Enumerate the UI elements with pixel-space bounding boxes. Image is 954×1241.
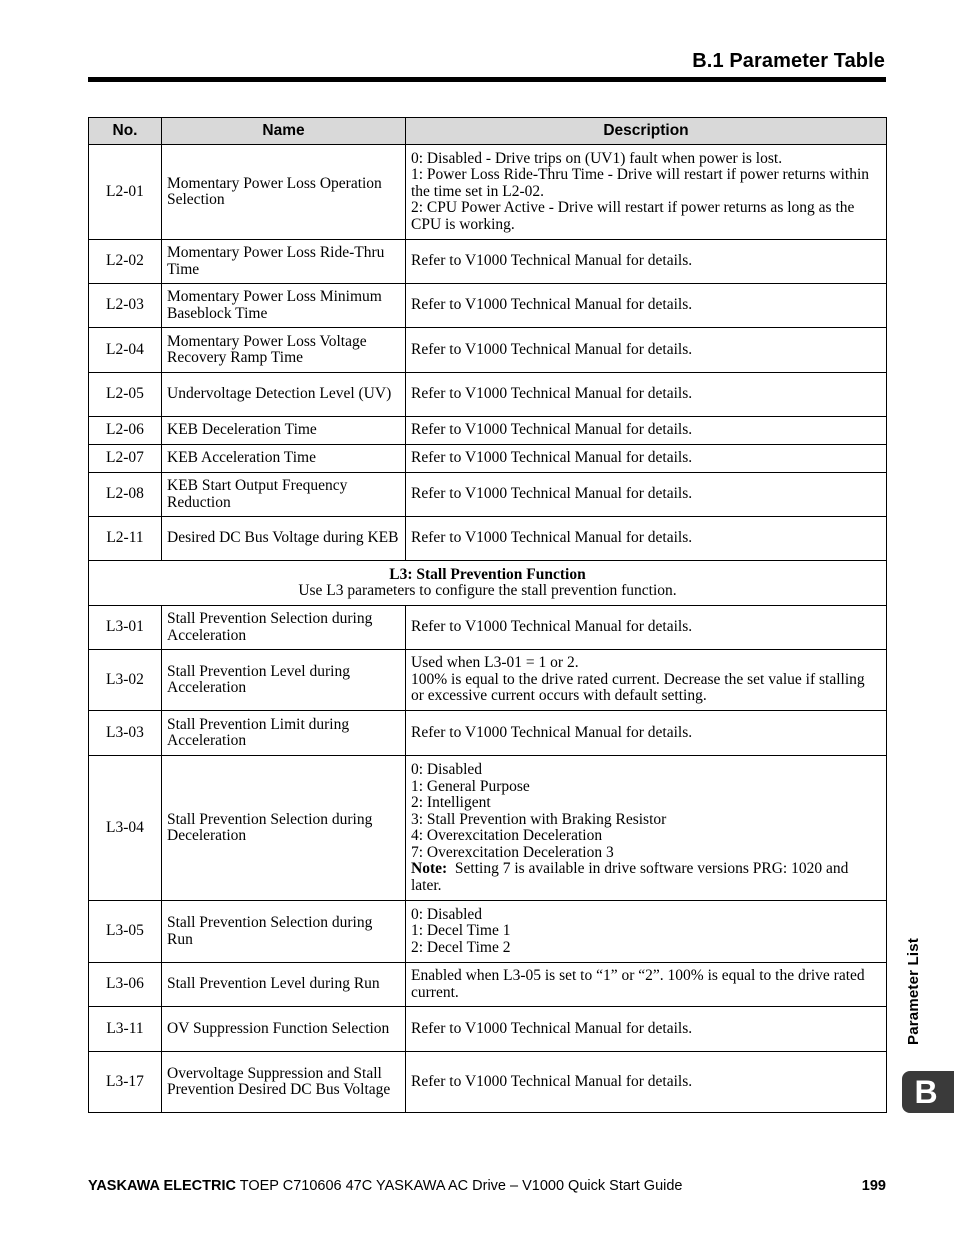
appendix-tab-b: B — [902, 1071, 954, 1113]
table-row — [89, 1052, 887, 1113]
param-name: Stall Prevention Selection during Run — [162, 901, 406, 963]
description-line: 2: Decel Time 2 — [411, 938, 511, 956]
param-no: L2-08 — [89, 473, 162, 517]
param-no: L3-06 — [89, 963, 162, 1007]
param-name: Stall Prevention Selection during Deceleration — [162, 756, 406, 901]
table-row — [89, 284, 887, 328]
param-name: Momentary Power Loss Ride-Thru Time — [162, 240, 406, 284]
note-label: Note: — [411, 860, 448, 877]
description-line: 0: Disabled - Drive trips on (UV1) fault when power is lost. — [411, 149, 783, 167]
table-row — [89, 473, 887, 517]
page-number: 199 — [861, 1178, 886, 1194]
param-description: Refer to V1000 Technical Manual for details. — [406, 240, 887, 284]
param-name: Momentary Power Loss Operation Selection — [162, 145, 406, 240]
description-line: 7: Overexcitation Deceleration 3 — [411, 843, 614, 861]
param-name: OV Suppression Function Selection — [162, 1007, 406, 1052]
param-no: L3-03 — [89, 711, 162, 756]
param-description — [406, 756, 887, 901]
description-line: 1: Decel Time 1 — [411, 922, 511, 940]
param-no: L2-06 — [89, 417, 162, 445]
param-no: L2-07 — [89, 445, 162, 473]
description-line: Used when L3-01 = 1 or 2. — [411, 654, 579, 672]
table-row — [89, 756, 887, 901]
param-no: L3-11 — [89, 1007, 162, 1052]
side-tab-label: Parameter List — [905, 937, 922, 1045]
param-description: Enabled when L3-05 is set to “1” or “2”. 100% is equal to the drive rated current. — [406, 963, 887, 1007]
param-no: L2-01 — [89, 145, 162, 240]
note-line — [411, 861, 881, 894]
table-row — [89, 901, 887, 963]
param-description — [406, 901, 887, 963]
table-row — [89, 1007, 887, 1052]
param-name: KEB Deceleration Time — [162, 417, 406, 445]
table-row — [89, 417, 887, 445]
table-header-row — [89, 118, 887, 145]
description-line: 3: Stall Prevention with Braking Resistor — [411, 810, 667, 828]
param-no: L3-17 — [89, 1052, 162, 1113]
table-row — [89, 606, 887, 650]
group-header-cell — [89, 561, 887, 606]
param-description: Refer to V1000 Technical Manual for details. — [406, 284, 887, 328]
param-description: Refer to V1000 Technical Manual for details. — [406, 1052, 887, 1113]
table-row — [89, 240, 887, 284]
param-description: Refer to V1000 Technical Manual for details. — [406, 473, 887, 517]
table-row — [89, 145, 887, 240]
param-no: L3-02 — [89, 650, 162, 711]
param-description: Refer to V1000 Technical Manual for details. — [406, 373, 887, 417]
footer-doc-title: TOEP C710606 47C YASKAWA AC Drive – V1000 Quick Start Guide — [235, 1178, 683, 1194]
param-no: L2-05 — [89, 373, 162, 417]
param-no: L2-03 — [89, 284, 162, 328]
param-name: KEB Start Output Frequency Reduction — [162, 473, 406, 517]
description-line: 2: Intelligent — [411, 794, 491, 811]
table-row — [89, 445, 887, 473]
column-header-name: Name — [162, 118, 406, 145]
table-row — [89, 711, 887, 756]
param-name: Momentary Power Loss Minimum Baseblock Time — [162, 284, 406, 328]
param-no: L3-05 — [89, 901, 162, 963]
description-line: 100% is equal to the drive rated current. Decrease the set value if stalling or excessive current occurs with default setting. — [411, 670, 865, 705]
param-name: Stall Prevention Selection during Acceleration — [162, 606, 406, 650]
table-row — [89, 650, 887, 711]
table-row — [89, 328, 887, 373]
section-title: B.1 Parameter Table — [692, 50, 885, 72]
footer-document-info — [88, 1178, 683, 1194]
note-text: Setting 7 is available in drive software versions PRG: 1020 and later. — [411, 860, 849, 894]
param-name: Stall Prevention Level during Run — [162, 963, 406, 1007]
param-name: Desired DC Bus Voltage during KEB — [162, 517, 406, 561]
table-row — [89, 373, 887, 417]
param-name: Undervoltage Detection Level (UV) — [162, 373, 406, 417]
param-description: Refer to V1000 Technical Manual for details. — [406, 517, 887, 561]
param-description: Refer to V1000 Technical Manual for details. — [406, 711, 887, 756]
group-description: Use L3 parameters to configure the stall prevention function. — [298, 582, 677, 599]
description-line: 1: General Purpose — [411, 777, 530, 795]
table-row — [89, 517, 887, 561]
param-description: Refer to V1000 Technical Manual for details. — [406, 606, 887, 650]
table-row — [89, 963, 887, 1007]
column-header-description: Description — [406, 118, 887, 145]
param-description: Refer to V1000 Technical Manual for details. — [406, 445, 887, 473]
description-line: 0: Disabled — [411, 905, 483, 923]
description-line: 0: Disabled — [411, 761, 483, 778]
param-description — [406, 145, 887, 240]
column-header-no: No. — [89, 118, 162, 145]
param-name: Stall Prevention Level during Acceleration — [162, 650, 406, 711]
param-description: Refer to V1000 Technical Manual for details. — [406, 1007, 887, 1052]
group-header-row — [89, 561, 887, 606]
param-description: Refer to V1000 Technical Manual for details. — [406, 328, 887, 373]
param-name: Momentary Power Loss Voltage Recovery Ramp Time — [162, 328, 406, 373]
param-description — [406, 650, 887, 711]
description-line: 4: Overexcitation Deceleration — [411, 827, 603, 844]
param-name: Stall Prevention Limit during Acceleration — [162, 711, 406, 756]
title-rule — [88, 77, 886, 82]
param-no: L3-01 — [89, 606, 162, 650]
param-no: L3-04 — [89, 756, 162, 901]
param-no: L2-04 — [89, 328, 162, 373]
description-line: 2: CPU Power Active - Drive will restart if power returns as long as the CPU is working. — [411, 199, 855, 233]
description-line: 1: Power Loss Ride-Thru Time - Drive will restart if power returns within the time set in L2-02. — [411, 166, 870, 200]
parameter-table — [88, 117, 887, 1113]
footer-brand: YASKAWA ELECTRIC — [88, 1178, 236, 1194]
param-no: L2-11 — [89, 517, 162, 561]
param-name: Overvoltage Suppression and Stall Prevention Desired DC Bus Voltage — [162, 1052, 406, 1113]
page-footer — [88, 1178, 886, 1198]
param-name: KEB Acceleration Time — [162, 445, 406, 473]
param-no: L2-02 — [89, 240, 162, 284]
param-description: Refer to V1000 Technical Manual for details. — [406, 417, 887, 445]
group-title: L3: Stall Prevention Function — [389, 565, 586, 583]
